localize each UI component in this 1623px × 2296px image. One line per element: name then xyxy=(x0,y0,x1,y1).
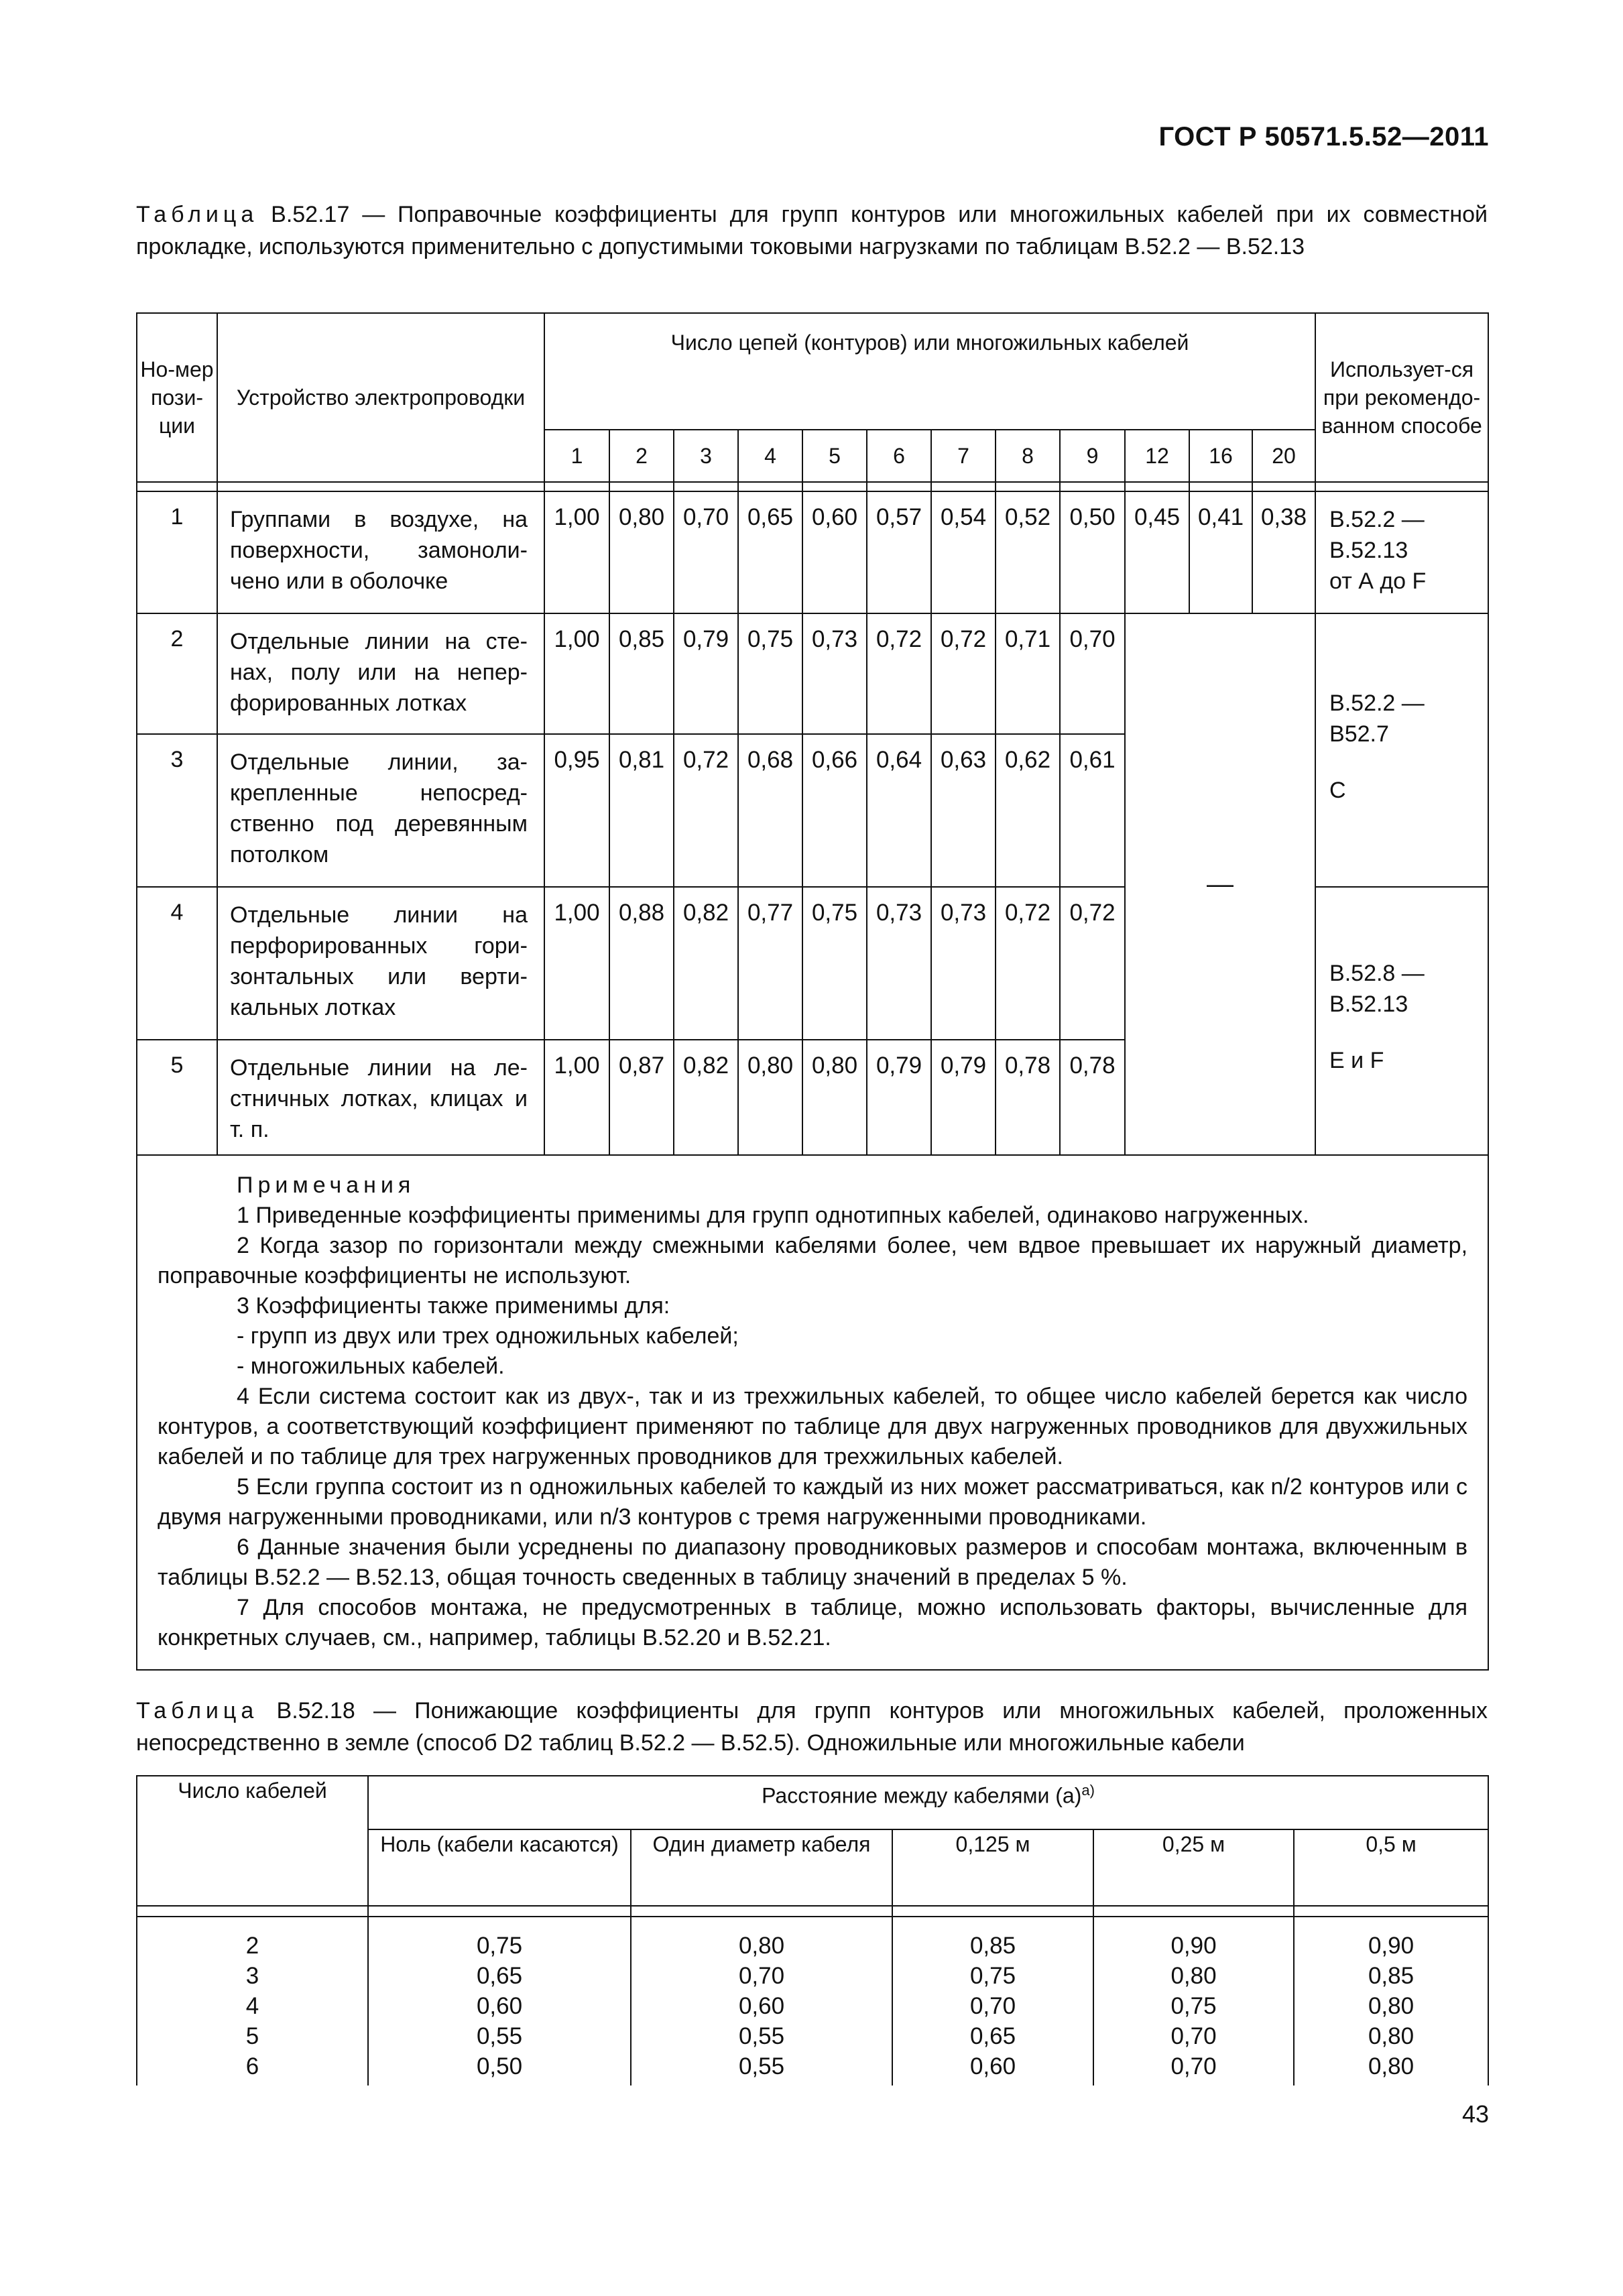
factor-cell: 0,88 xyxy=(609,887,674,1040)
table-cell: 4 xyxy=(245,1993,259,2019)
factor-column xyxy=(631,1917,892,2086)
factor-cell: 0,82 xyxy=(674,1040,738,1155)
factor-cell: 0,73 xyxy=(931,887,996,1040)
note-6: 6 Данные значения были усреднены по диапазону проводниковых размеров и способам монтажа, включенным в таблицы В.52.2 — В.52.13, общая точность сведенных в таблицу значений в пределах 5 %. xyxy=(158,1534,1468,1590)
factor-cell: 0,87 xyxy=(609,1040,674,1155)
table-cell: 2 xyxy=(245,1933,259,1959)
table-cell: 0,55 xyxy=(476,2023,523,2049)
count-header: 20 xyxy=(1252,430,1315,482)
table-cell: 0,65 xyxy=(476,1963,523,1989)
row-device: Отдельные линии на ле-стничных лотках, клицах и т. п. xyxy=(217,1040,544,1155)
table-cell: 0,60 xyxy=(969,2053,1016,2079)
factor-cell: 0,79 xyxy=(867,1040,931,1155)
row-position: 5 xyxy=(137,1040,217,1155)
row-device: Отдельные линии на перфорированных гори-зонтальных или верти-кальных лотках xyxy=(217,887,544,1040)
header-device: Устройство электропроводки xyxy=(217,313,544,482)
factor-cell: 0,79 xyxy=(674,613,738,734)
table-cell: 0,90 xyxy=(1368,1933,1415,1959)
correction-factors-table xyxy=(136,312,1489,1671)
table-cell: 0,85 xyxy=(969,1933,1016,1959)
table-cell: 0,60 xyxy=(738,1993,785,2019)
table-cell: 3 xyxy=(245,1963,259,1989)
count-header: 3 xyxy=(674,430,738,482)
table-cell: 0,75 xyxy=(969,1963,1016,1989)
factor-cell: 1,00 xyxy=(544,491,609,613)
table-cell: 0,65 xyxy=(969,2023,1016,2049)
note-3-item: - многожильных кабелей. xyxy=(237,1353,505,1379)
factor-cell: 0,85 xyxy=(609,613,674,734)
header-position: Но-мер пози-ции xyxy=(137,313,217,482)
count-header: 4 xyxy=(738,430,802,482)
table-cell: 6 xyxy=(245,2053,259,2079)
table2-caption xyxy=(136,1695,1488,1759)
table-cell: 0,75 xyxy=(1170,1993,1217,2019)
factor-cell: 0,95 xyxy=(544,734,609,887)
table-cell: 0,80 xyxy=(1170,1963,1217,1989)
document-id: ГОСТ Р 50571.5.52—2011 xyxy=(1158,122,1489,152)
factor-cell: 0,72 xyxy=(931,613,996,734)
row-position: 1 xyxy=(137,491,217,613)
row-position: 2 xyxy=(137,613,217,734)
table1-notes xyxy=(137,1155,1488,1670)
table-cell: 0,50 xyxy=(476,2053,523,2079)
factor-cell: 0,52 xyxy=(996,491,1060,613)
factor-cell: 0,63 xyxy=(931,734,996,887)
factor-cell: 0,80 xyxy=(802,1040,867,1155)
factor-cell: 0,70 xyxy=(674,491,738,613)
factor-cell: 0,72 xyxy=(996,887,1060,1040)
factor-cell: 0,60 xyxy=(802,491,867,613)
factor-cell: 0,61 xyxy=(1060,734,1125,887)
note-2: 2 Когда зазор по горизонтали между смежными кабелями более, чем вдвое превышает их наружный диаметр, поправочные коэффициенты не используют. xyxy=(158,1233,1468,1288)
table-cell: 0,85 xyxy=(1368,1963,1415,1989)
reduction-factors-table xyxy=(136,1775,1489,2086)
factor-cell: 0,70 xyxy=(1060,613,1125,734)
factor-cell: 0,65 xyxy=(738,491,802,613)
table-cell: 0,70 xyxy=(738,1963,785,1989)
table2-caption-label: Таблица xyxy=(136,1698,259,1724)
factor-cell: 0,79 xyxy=(931,1040,996,1155)
factor-column xyxy=(368,1917,631,2086)
count-header: 9 xyxy=(1060,430,1125,482)
table1-caption xyxy=(136,198,1488,263)
row-device: Отдельные линии, за-крепленные непосред-ственно под деревянным потолком xyxy=(217,734,544,887)
table-cell: 0,75 xyxy=(476,1933,523,1959)
cable-count-column xyxy=(137,1917,368,2086)
method-ref-1: В.52.2 — В.52.13 от А до F xyxy=(1315,491,1488,613)
factor-cell: 1,00 xyxy=(544,613,609,734)
factor-cell: 0,50 xyxy=(1060,491,1125,613)
table-cell: 0,60 xyxy=(476,1993,523,2019)
row-device: Группами в воздухе, на поверхности, замоноли-чено или в оболочке xyxy=(217,491,544,613)
factor-column xyxy=(892,1917,1093,2086)
row-position: 4 xyxy=(137,887,217,1040)
table-cell: 0,70 xyxy=(1170,2053,1217,2079)
factor-cell: 0,73 xyxy=(802,613,867,734)
count-header: 12 xyxy=(1125,430,1189,482)
note-1: 1 Приведенные коэффициенты применимы для групп однотипных кабелей, одинаково нагруженных. xyxy=(237,1203,1309,1228)
factor-cell: 0,75 xyxy=(738,613,802,734)
distance-col-header: 0,5 м xyxy=(1294,1829,1488,1906)
factor-cell: 0,72 xyxy=(1060,887,1125,1040)
factor-cell: 0,54 xyxy=(931,491,996,613)
distance-col-header: 0,125 м xyxy=(892,1829,1093,1906)
factor-cell: 0,78 xyxy=(996,1040,1060,1155)
table-cell: 0,80 xyxy=(1368,2023,1415,2049)
factor-cell: 0,78 xyxy=(1060,1040,1125,1155)
count-header: 5 xyxy=(802,430,867,482)
table1-caption-text: В.52.17 — Поправочные коэффициенты для групп контуров или многожильных кабелей при их совместной прокладке, используются применительно с допустимыми токовыми нагрузками по таблицам В.52.2 — В.52.13 xyxy=(136,202,1488,259)
not-applicable-dash: — xyxy=(1125,613,1315,1155)
table2-caption-text: В.52.18 — Понижающие коэффициенты для групп контуров или многожильных кабелей, проложенных непосредственно в земле (способ D2 таблиц В.52.2 — В.52.5). Одножильные или многожильные кабели xyxy=(136,1698,1488,1756)
table-cell: 5 xyxy=(245,2023,259,2049)
factor-cell: 0,62 xyxy=(996,734,1060,887)
table-cell: 0,55 xyxy=(738,2023,785,2049)
factor-cell: 0,71 xyxy=(996,613,1060,734)
factor-column xyxy=(1093,1917,1294,2086)
factor-cell: 0,82 xyxy=(674,887,738,1040)
factor-cell: 0,45 xyxy=(1125,491,1189,613)
table-cell: 0,55 xyxy=(738,2053,785,2079)
count-header: 8 xyxy=(996,430,1060,482)
factor-cell: 0,77 xyxy=(738,887,802,1040)
header-circuits: Число цепей (контуров) или многожильных кабелей xyxy=(544,313,1315,430)
factor-cell: 0,80 xyxy=(609,491,674,613)
factor-cell: 0,81 xyxy=(609,734,674,887)
row-position: 3 xyxy=(137,734,217,887)
table1-caption-label: Таблица xyxy=(136,202,259,227)
distance-col-header: Один диаметр кабеля xyxy=(631,1829,892,1906)
notes-title: Примечания xyxy=(237,1172,416,1198)
table-cell: 0,80 xyxy=(1368,1993,1415,2019)
factor-cell: 0,73 xyxy=(867,887,931,1040)
factor-cell: 0,80 xyxy=(738,1040,802,1155)
count-header: 7 xyxy=(931,430,996,482)
distance-col-header: Ноль (кабели касаются) xyxy=(368,1829,631,1906)
note-3-item: - групп из двух или трех одножильных кабелей; xyxy=(237,1323,739,1349)
table-cell: 0,80 xyxy=(1368,2053,1415,2079)
factor-cell: 1,00 xyxy=(544,1040,609,1155)
factor-cell: 0,75 xyxy=(802,887,867,1040)
note-3: 3 Коэффициенты также применимы для: xyxy=(237,1293,670,1319)
count-header: 2 xyxy=(609,430,674,482)
factor-cell: 1,00 xyxy=(544,887,609,1040)
factor-cell: 0,66 xyxy=(802,734,867,887)
note-5: 5 Если группа состоит из n одножильных кабелей то каждый из них может рассматриваться, как n/2 контуров или с двумя нагруженными проводниками, или n/3 контуров с тремя нагруженными проводниками. xyxy=(158,1474,1468,1530)
header-cable-count: Число кабелей xyxy=(137,1776,368,1906)
table-cell: 0,80 xyxy=(738,1933,785,1959)
page-number: 43 xyxy=(1461,2100,1489,2128)
factor-cell: 0,41 xyxy=(1189,491,1252,613)
factor-cell: 0,38 xyxy=(1252,491,1315,613)
header-method: Использует-ся при рекомендо-ванном способе xyxy=(1315,313,1488,482)
table-cell: 0,90 xyxy=(1170,1933,1217,1959)
method-ref-3: В.52.8 — В.52.13 Е и F xyxy=(1315,887,1488,1155)
note-4: 4 Если система состоит как из двух-, так и из трехжильных кабелей, то общее число кабелей берется как число контуров, а соответствующий коэффициент применяют по таблице для двух нагруженных проводников для двухжильных кабелей и по таблице для трех нагруженных проводников для трехжильных кабелей. xyxy=(158,1384,1468,1469)
factor-cell: 0,64 xyxy=(867,734,931,887)
count-header: 6 xyxy=(867,430,931,482)
factor-column xyxy=(1294,1917,1488,2086)
table-cell: 0,70 xyxy=(969,1993,1016,2019)
factor-cell: 0,68 xyxy=(738,734,802,887)
row-device: Отдельные линии на сте-нах, полу или на непер-форированных лотках xyxy=(217,613,544,734)
factor-cell: 0,72 xyxy=(674,734,738,887)
count-header: 1 xyxy=(544,430,609,482)
method-ref-2: В.52.2 — В52.7 С xyxy=(1315,613,1488,887)
note-7: 7 Для способов монтажа, не предусмотренных в таблице, можно использовать факторы, вычисленные для конкретных случаев, см., например, таблицы В.52.20 и В.52.21. xyxy=(158,1595,1468,1650)
table-cell: 0,70 xyxy=(1170,2023,1217,2049)
distance-col-header: 0,25 м xyxy=(1093,1829,1294,1906)
factor-cell: 0,72 xyxy=(867,613,931,734)
count-header: 16 xyxy=(1189,430,1252,482)
factor-cell: 0,57 xyxy=(867,491,931,613)
header-distance: Расстояние между кабелями $(a)^{a)}$ xyxy=(368,1776,1488,1829)
